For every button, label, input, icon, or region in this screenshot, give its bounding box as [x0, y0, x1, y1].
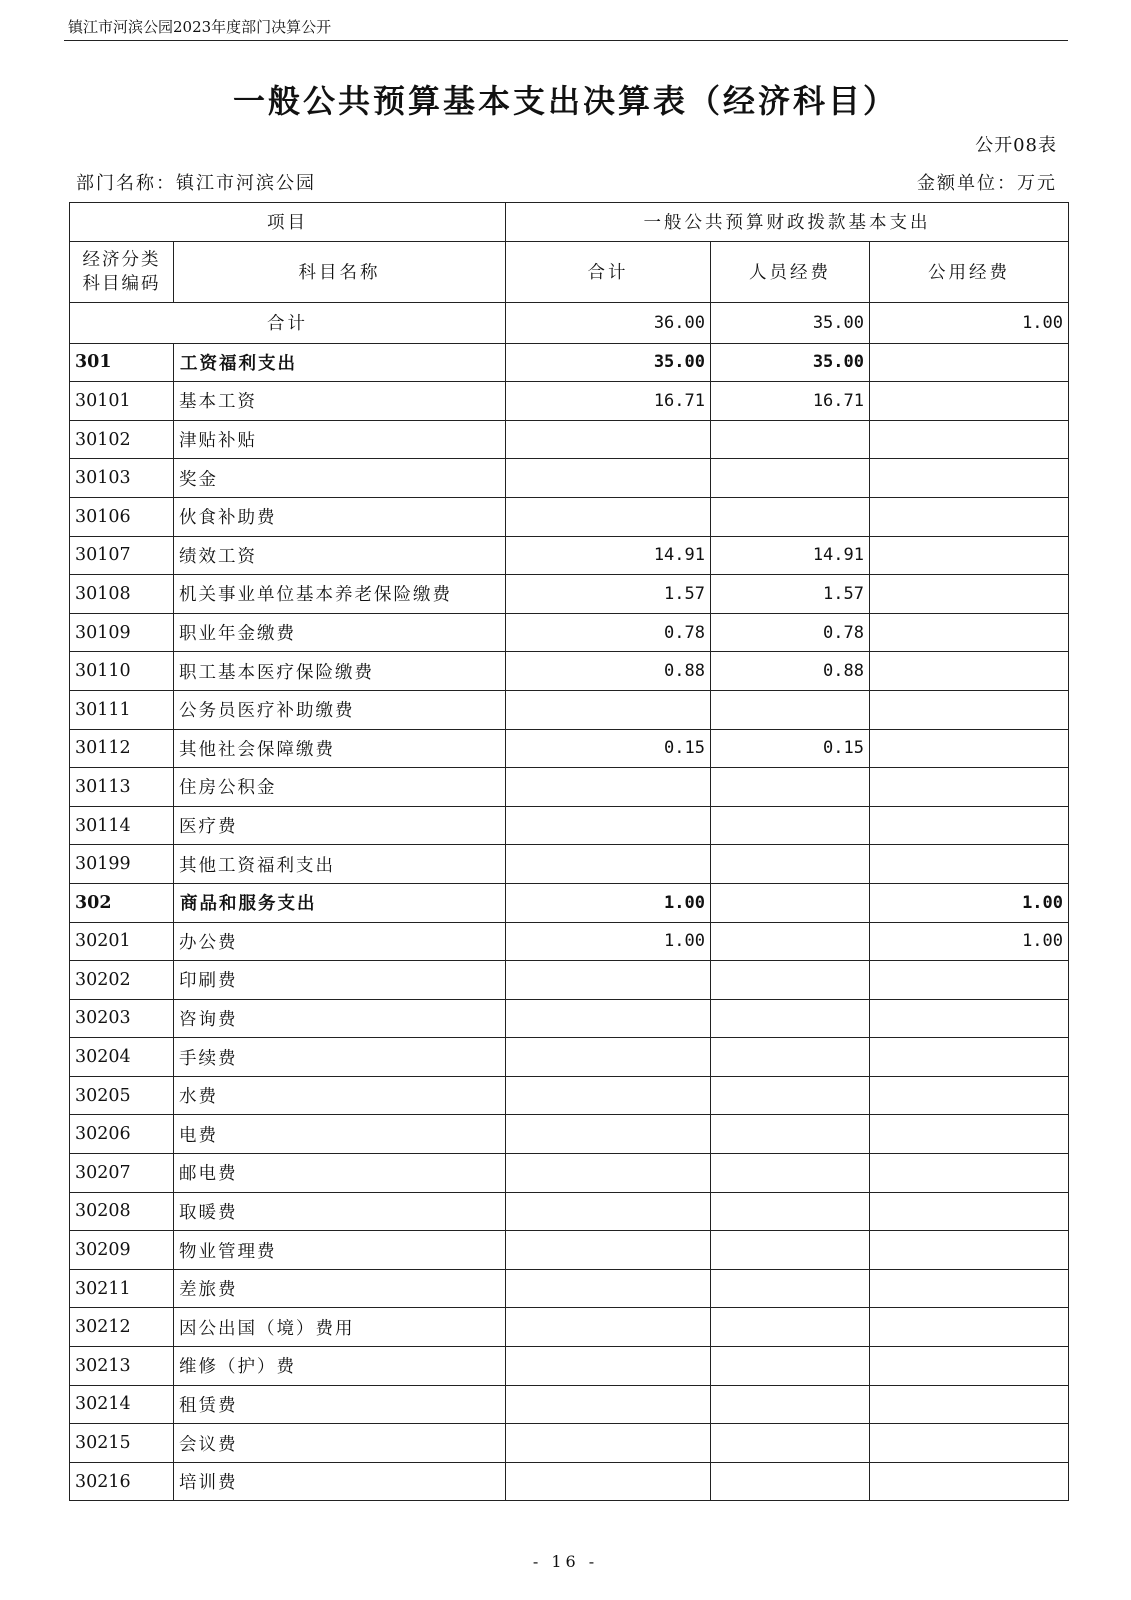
- table-row: [70, 1038, 1069, 1077]
- table-row: [70, 343, 1069, 382]
- row-code: 30112: [70, 729, 174, 768]
- row-personnel: [711, 961, 870, 1000]
- table-row: [70, 382, 1069, 421]
- row-personnel: [711, 1308, 870, 1347]
- row-code: 30203: [70, 999, 174, 1038]
- row-name: 住房公积金: [174, 768, 506, 807]
- row-code: 30212: [70, 1308, 174, 1347]
- row-name: 职工基本医疗保险缴费: [174, 652, 506, 691]
- department-name: 部门名称：镇江市河滨公园: [76, 173, 316, 194]
- row-total: [506, 1424, 711, 1463]
- row-personnel: 14.91: [711, 536, 870, 575]
- row-public: [870, 1192, 1069, 1231]
- row-public: [870, 690, 1069, 729]
- row-name: 工资福利支出: [174, 343, 506, 382]
- table-row: [70, 1076, 1069, 1115]
- table-row: [70, 1462, 1069, 1501]
- document-title: 一般公共预算基本支出决算表（经济科目）: [232, 82, 898, 120]
- row-code: 30202: [70, 961, 174, 1000]
- row-code: 30107: [70, 536, 174, 575]
- row-personnel: [711, 459, 870, 498]
- table-row: [70, 536, 1069, 575]
- table-row: [70, 999, 1069, 1038]
- row-personnel: [711, 1231, 870, 1270]
- row-personnel: [711, 1076, 870, 1115]
- row-personnel: [711, 1269, 870, 1308]
- row-name: 电费: [174, 1115, 506, 1154]
- table-row: [70, 1385, 1069, 1424]
- row-total: [506, 420, 711, 459]
- row-public: [870, 497, 1069, 536]
- row-code: 30208: [70, 1192, 174, 1231]
- row-code: 30111: [70, 690, 174, 729]
- expenditure-table: [69, 202, 1069, 1501]
- row-code: 30102: [70, 420, 174, 459]
- row-public: [870, 1308, 1069, 1347]
- row-personnel: [711, 1192, 870, 1231]
- table-row: [70, 459, 1069, 498]
- row-total: 1.00: [506, 922, 711, 961]
- row-public: [870, 575, 1069, 614]
- row-code: 30114: [70, 806, 174, 845]
- row-code: 30205: [70, 1076, 174, 1115]
- row-name: 津贴补贴: [174, 420, 506, 459]
- row-code: 30207: [70, 1154, 174, 1193]
- row-code: 302: [70, 883, 174, 922]
- row-name: 会议费: [174, 1424, 506, 1463]
- table-row: [70, 420, 1069, 459]
- amount-unit: 金额单位：万元: [917, 173, 1057, 194]
- row-total: [506, 690, 711, 729]
- row-name: 邮电费: [174, 1154, 506, 1193]
- page-number: - 16 -: [532, 1552, 599, 1571]
- row-total: [506, 768, 711, 807]
- row-name: 公务员医疗补助缴费: [174, 690, 506, 729]
- row-public: 1.00: [870, 922, 1069, 961]
- row-code: 30214: [70, 1385, 174, 1424]
- total-row: [70, 302, 1069, 343]
- row-total: 16.71: [506, 382, 711, 421]
- row-code: 30199: [70, 845, 174, 884]
- total-public: 1.00: [870, 302, 1069, 343]
- row-public: [870, 1269, 1069, 1308]
- header-personnel: 人员经费: [711, 241, 870, 302]
- header-rule: [64, 40, 1068, 41]
- table-row: [70, 1154, 1069, 1193]
- table-row: [70, 883, 1069, 922]
- row-total: [506, 1231, 711, 1270]
- row-total: [506, 1385, 711, 1424]
- row-total: [506, 1269, 711, 1308]
- row-name: 伙食补助费: [174, 497, 506, 536]
- row-name: 商品和服务支出: [174, 883, 506, 922]
- row-name: 手续费: [174, 1038, 506, 1077]
- row-personnel: 16.71: [711, 382, 870, 421]
- row-name: 因公出国（境）费用: [174, 1308, 506, 1347]
- row-code: 30103: [70, 459, 174, 498]
- row-total: [506, 961, 711, 1000]
- row-personnel: [711, 845, 870, 884]
- row-public: [870, 459, 1069, 498]
- row-personnel: [711, 806, 870, 845]
- table-row: [70, 1269, 1069, 1308]
- row-name: 奖金: [174, 459, 506, 498]
- row-name: 租赁费: [174, 1385, 506, 1424]
- table-row: [70, 768, 1069, 807]
- table-row: [70, 1308, 1069, 1347]
- row-public: [870, 999, 1069, 1038]
- row-personnel: 35.00: [711, 343, 870, 382]
- row-code: 30106: [70, 497, 174, 536]
- table-row: [70, 1192, 1069, 1231]
- table-row: [70, 922, 1069, 961]
- row-name: 办公费: [174, 922, 506, 961]
- table-row: [70, 613, 1069, 652]
- row-total: [506, 459, 711, 498]
- table-row: [70, 1347, 1069, 1386]
- row-public: [870, 1076, 1069, 1115]
- row-code: 30110: [70, 652, 174, 691]
- row-personnel: 0.15: [711, 729, 870, 768]
- row-personnel: [711, 999, 870, 1038]
- row-public: [870, 1115, 1069, 1154]
- row-code: 30113: [70, 768, 174, 807]
- row-public: [870, 343, 1069, 382]
- row-public: [870, 729, 1069, 768]
- row-personnel: [711, 1154, 870, 1193]
- row-name: 其他社会保障缴费: [174, 729, 506, 768]
- row-personnel: 0.78: [711, 613, 870, 652]
- row-personnel: [711, 768, 870, 807]
- table-row: [70, 497, 1069, 536]
- header-project: 项目: [70, 203, 506, 242]
- table-row: [70, 845, 1069, 884]
- row-public: [870, 382, 1069, 421]
- row-public: [870, 1038, 1069, 1077]
- row-total: [506, 1192, 711, 1231]
- row-code: 30216: [70, 1462, 174, 1501]
- header-name: 科目名称: [174, 241, 506, 302]
- row-name: 绩效工资: [174, 536, 506, 575]
- row-public: [870, 536, 1069, 575]
- row-total: [506, 845, 711, 884]
- row-personnel: [711, 1424, 870, 1463]
- header-row-1: [70, 203, 1069, 242]
- row-public: [870, 1154, 1069, 1193]
- total-total: 36.00: [506, 302, 711, 343]
- row-personnel: [711, 1462, 870, 1501]
- row-name: 维修（护）费: [174, 1347, 506, 1386]
- row-code: 30108: [70, 575, 174, 614]
- row-name: 医疗费: [174, 806, 506, 845]
- row-public: 1.00: [870, 883, 1069, 922]
- row-name: 印刷费: [174, 961, 506, 1000]
- row-total: [506, 1154, 711, 1193]
- row-total: [506, 1076, 711, 1115]
- row-code: 30215: [70, 1424, 174, 1463]
- header-appropriation: 一般公共预算财政拨款基本支出: [506, 203, 1069, 242]
- row-personnel: [711, 690, 870, 729]
- row-personnel: [711, 922, 870, 961]
- row-total: [506, 1308, 711, 1347]
- row-public: [870, 1462, 1069, 1501]
- row-total: 0.78: [506, 613, 711, 652]
- row-public: [870, 420, 1069, 459]
- row-code: 301: [70, 343, 174, 382]
- row-public: [870, 1231, 1069, 1270]
- row-public: [870, 652, 1069, 691]
- row-public: [870, 1347, 1069, 1386]
- header-code: 经济分类 科目编码: [70, 241, 174, 302]
- row-total: [506, 1115, 711, 1154]
- row-public: [870, 1385, 1069, 1424]
- row-public: [870, 806, 1069, 845]
- table-number: 公开08表: [975, 135, 1057, 156]
- table-row: [70, 1231, 1069, 1270]
- row-personnel: [711, 497, 870, 536]
- row-code: 30211: [70, 1269, 174, 1308]
- row-public: [870, 961, 1069, 1000]
- row-name: 咨询费: [174, 999, 506, 1038]
- total-personnel: 35.00: [711, 302, 870, 343]
- table-row: [70, 806, 1069, 845]
- row-public: [870, 845, 1069, 884]
- row-name: 培训费: [174, 1462, 506, 1501]
- row-code: 30213: [70, 1347, 174, 1386]
- header-total: 合计: [506, 241, 711, 302]
- row-total: 0.88: [506, 652, 711, 691]
- running-header: 镇江市河滨公园2023年度部门决算公开: [68, 18, 332, 36]
- row-total: [506, 1347, 711, 1386]
- row-public: [870, 768, 1069, 807]
- table-row: [70, 961, 1069, 1000]
- row-total: [506, 1038, 711, 1077]
- row-name: 取暖费: [174, 1192, 506, 1231]
- row-code: 30204: [70, 1038, 174, 1077]
- row-total: 0.15: [506, 729, 711, 768]
- row-name: 职业年金缴费: [174, 613, 506, 652]
- table-row: [70, 729, 1069, 768]
- row-name: 物业管理费: [174, 1231, 506, 1270]
- row-code: 30206: [70, 1115, 174, 1154]
- row-name: 差旅费: [174, 1269, 506, 1308]
- header-row-2: [70, 241, 1069, 302]
- row-personnel: [711, 1385, 870, 1424]
- row-name: 机关事业单位基本养老保险缴费: [174, 575, 506, 614]
- table-row: [70, 575, 1069, 614]
- row-name: 水费: [174, 1076, 506, 1115]
- row-total: [506, 1462, 711, 1501]
- table-row: [70, 1115, 1069, 1154]
- table-row: [70, 1424, 1069, 1463]
- row-total: 35.00: [506, 343, 711, 382]
- row-personnel: 1.57: [711, 575, 870, 614]
- total-label: 合计: [70, 302, 506, 343]
- row-personnel: [711, 1115, 870, 1154]
- row-personnel: [711, 1347, 870, 1386]
- row-code: 30101: [70, 382, 174, 421]
- row-personnel: [711, 420, 870, 459]
- row-code: 30209: [70, 1231, 174, 1270]
- table-row: [70, 652, 1069, 691]
- row-name: 基本工资: [174, 382, 506, 421]
- row-total: 1.00: [506, 883, 711, 922]
- row-personnel: 0.88: [711, 652, 870, 691]
- row-public: [870, 613, 1069, 652]
- row-code: 30109: [70, 613, 174, 652]
- row-name: 其他工资福利支出: [174, 845, 506, 884]
- header-public: 公用经费: [870, 241, 1069, 302]
- row-code: 30201: [70, 922, 174, 961]
- row-personnel: [711, 1038, 870, 1077]
- row-total: 1.57: [506, 575, 711, 614]
- row-total: [506, 806, 711, 845]
- row-total: 14.91: [506, 536, 711, 575]
- row-total: [506, 497, 711, 536]
- row-public: [870, 1424, 1069, 1463]
- table-row: [70, 690, 1069, 729]
- row-personnel: [711, 883, 870, 922]
- row-total: [506, 999, 711, 1038]
